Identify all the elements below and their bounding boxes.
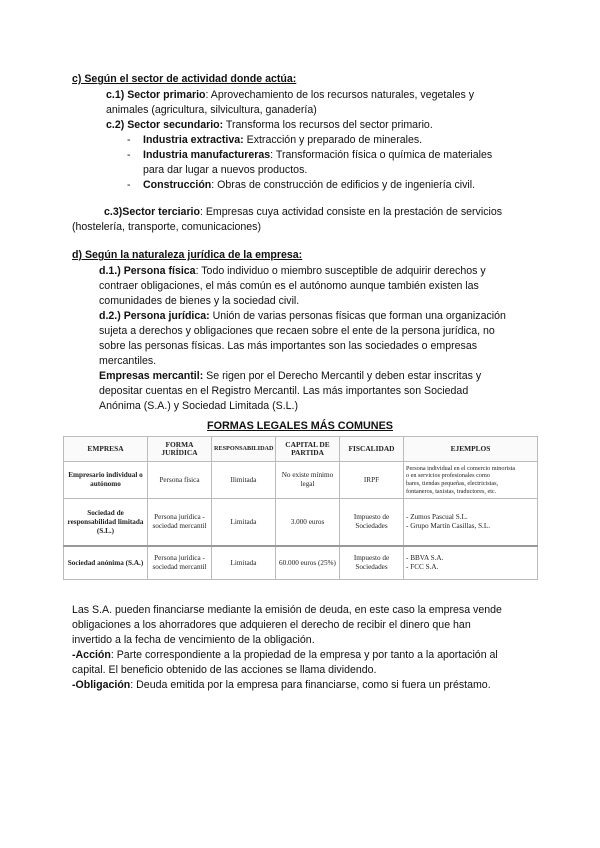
bullet-dash: -	[127, 179, 131, 191]
d1-line-2: contraer obligaciones, el más común es el autónomo aunque también existen las	[99, 280, 479, 292]
d1-line-3: comunidades de bienes y la sociedad civil.	[99, 295, 300, 307]
table-title: FORMAS LEGALES MÁS COMUNES	[207, 420, 393, 432]
c3-text-1: : Empresas cuya actividad consiste en la prestación de servicios	[199, 206, 503, 218]
cell-forma: Persona jurídica - sociedad mercantil	[148, 546, 212, 580]
bullet-dash: -	[127, 134, 131, 146]
table-row	[64, 462, 538, 499]
obligacion-label: -Obligación	[72, 679, 131, 691]
accion-label: -Acción	[72, 649, 111, 661]
obligacion-line	[72, 678, 491, 693]
legal-forms-table	[63, 436, 538, 580]
cell-fiscalidad: Impuesto de Sociedades	[340, 546, 404, 580]
cell-ejemplos	[404, 546, 538, 580]
bullet-2-line-2: para dar lugar a nuevos productos.	[143, 164, 308, 176]
c1-text-1: : Aprovechamiento de los recursos naturales, vegetales y	[205, 89, 475, 101]
c3-line-2: (hostelería, transporte, comunicaciones)	[72, 221, 262, 233]
bullet-3-text: : Obras de construcción de edificios y de ingeniería civil.	[211, 179, 476, 191]
mercantil-line-3: Anónima (S.A.) y Sociedad Limitada (S.L.)	[99, 400, 299, 412]
cell-forma: Persona física	[148, 462, 212, 499]
mercantil-line-1	[99, 369, 481, 384]
bullet-2	[143, 148, 492, 163]
c1-line-2: animales (agricultura, silvicultura, ganadería)	[106, 104, 317, 116]
c1-label: c.1) Sector primario	[106, 89, 206, 101]
example-line: bares, tiendas pequeñas, electricistas,	[406, 480, 499, 487]
d1-text: : Todo individuo o miembro susceptible de adquirir derechos y	[195, 265, 486, 277]
header-forma-juridica: FORMA JURÍDICA	[148, 437, 212, 462]
d2-line-4: mercantiles.	[99, 355, 157, 367]
bullet-3-label: Construcción	[143, 179, 212, 191]
cell-fiscalidad: IRPF	[340, 462, 404, 499]
table-row	[64, 499, 538, 547]
bullet-2-label: Industria manufactureras	[143, 149, 271, 161]
bullet-dash: -	[127, 149, 131, 161]
d2-line-3: sobre las personas físicas. Las más importantes son las sociedades o empresas	[99, 340, 478, 352]
cell-empresa: Sociedad anónima (S.A.)	[64, 546, 148, 580]
cell-capital: 60.000 euros (25%)	[276, 546, 340, 580]
bullet-1	[143, 133, 422, 148]
example-line: - Zumos Pascual S.L.	[406, 513, 468, 521]
header-ejemplos: EJEMPLOS	[404, 437, 538, 462]
cell-responsabilidad: Limitada	[212, 546, 276, 580]
example-line: Persona individual en el comercio minorista	[406, 464, 516, 472]
section-c-heading: c) Según el sector de actividad donde actúa:	[72, 73, 297, 85]
d2-label: d.2.) Persona jurídica:	[99, 310, 210, 322]
c2-text: Transforma los recursos del sector primario.	[223, 119, 433, 131]
d1-line-1	[99, 264, 486, 279]
table-row	[64, 546, 538, 580]
bullet-1-text: Extracción y preparado de minerales.	[243, 134, 423, 146]
obligacion-text: : Deuda emitida por la empresa para financiarse, como si fuera un préstamo.	[130, 679, 491, 691]
bullet-1-label: Industria extractiva:	[143, 134, 244, 146]
cell-empresa: Empresario individual o autónomo	[64, 462, 148, 499]
example-line: fontaneros, taxistas, traductores, etc.	[406, 487, 497, 495]
example-line: - FCC S.A.	[406, 563, 439, 571]
cell-empresa: Sociedad de responsabilidad limitada (S.L.)	[64, 499, 148, 547]
accion-text: : Parte correspondiente a la propiedad de la empresa y por tanto a la aportación al	[110, 649, 498, 661]
example-line: o en servicios profesionales como	[406, 472, 490, 480]
d2-text: Unión de varias personas físicas que forman una organización	[209, 310, 506, 322]
c3-label: c.3)Sector terciario	[104, 206, 200, 218]
d2-line-2: sujeta a derechos y obligaciones que recaen sobre el ente de la persona jurídica, no	[99, 325, 495, 337]
header-capital: CAPITAL DE PARTIDA	[276, 437, 340, 462]
mercantil-text: Se rigen por el Derecho Mercantil y deben estar inscritas y	[203, 370, 482, 382]
table-header-row	[64, 437, 538, 462]
d1-label: d.1.) Persona física	[99, 265, 196, 277]
c1-line-1	[106, 88, 474, 103]
cell-ejemplos	[404, 499, 538, 547]
c2-line	[106, 118, 433, 133]
accion-line-2: capital. El beneficio obtenido de las acciones se llama dividendo.	[72, 664, 377, 676]
header-fiscalidad: FISCALIDAD	[340, 437, 404, 462]
closing-line-1: Las S.A. pueden financiarse mediante la emisión de deuda, en este caso la empresa vende	[72, 604, 502, 616]
cell-ejemplos	[404, 462, 538, 499]
cell-responsabilidad: Limitada	[212, 499, 276, 547]
bullet-3	[143, 178, 475, 193]
cell-forma: Persona jurídica - sociedad mercantil	[148, 499, 212, 547]
closing-line-3: invertido a la fecha de vencimiento de la obligación.	[72, 634, 315, 646]
cell-capital: No existe mínimo legal	[276, 462, 340, 499]
closing-line-2: obligaciones a los ahorradores que adquieren el derecho de recibir el dinero que han	[72, 619, 471, 631]
d2-line-1	[99, 309, 506, 324]
mercantil-label: Empresas mercantil:	[99, 370, 204, 382]
header-empresa: EMPRESA	[64, 437, 148, 462]
cell-responsabilidad: Ilimitada	[212, 462, 276, 499]
cell-fiscalidad: Impuesto de Sociedades	[340, 499, 404, 547]
section-d-heading: d) Según la naturaleza jurídica de la empresa:	[72, 249, 303, 261]
mercantil-line-2: depositar cuentas en el Registro Mercantil. Las más importantes son Sociedad	[99, 385, 469, 397]
accion-line-1	[72, 648, 498, 663]
c2-label: c.2) Sector secundario:	[106, 119, 224, 131]
example-line: - BBVA S.A.	[406, 554, 444, 562]
header-responsabilidad: RESPONSABILIDAD	[212, 437, 276, 462]
example-line: - Grupo Martín Casillas, S.L.	[406, 522, 491, 530]
cell-capital: 3.000 euros	[276, 499, 340, 547]
c3-line-1	[104, 205, 502, 220]
bullet-2-text: : Transformación física o química de materiales	[270, 149, 493, 161]
